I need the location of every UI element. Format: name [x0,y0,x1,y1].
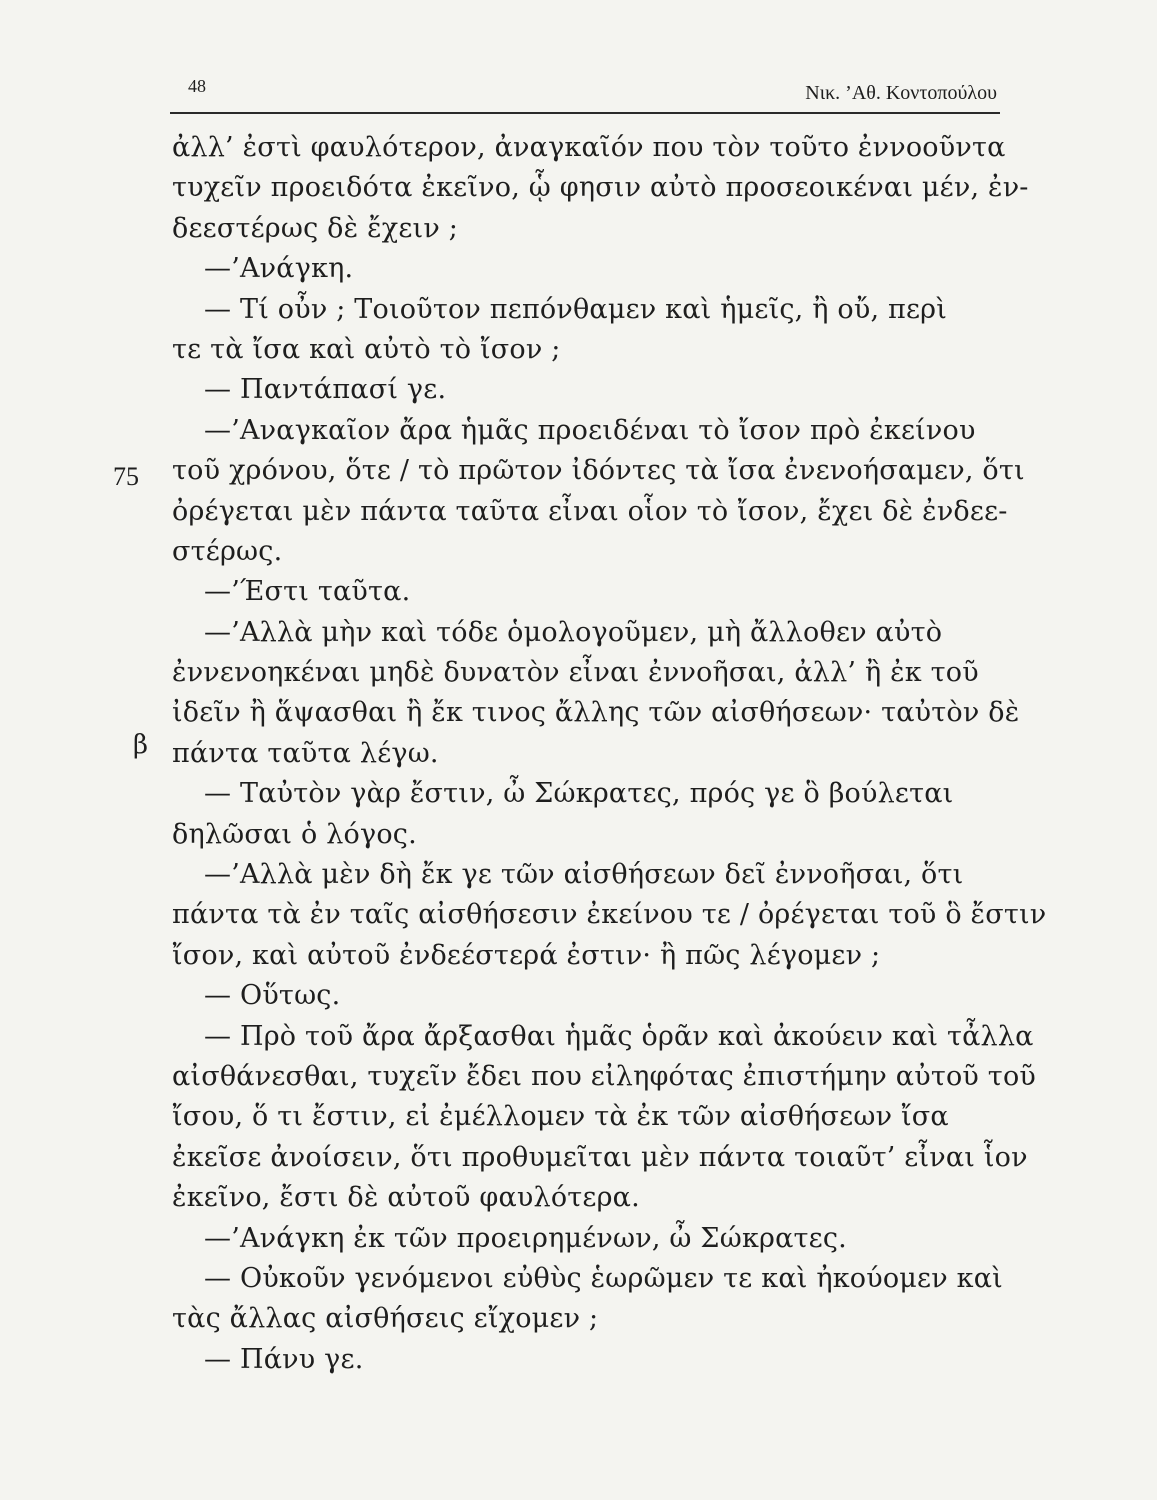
text-line: ἴσον, καὶ αὐτοῦ ἐνδεέστερά ἐστιν· ἢ πῶς λέγομεν ; [172,939,881,971]
dialogue-line: — Πάνυ γε. [204,1343,364,1375]
dialogue-line: —’Αλλὰ μὲν δὴ ἔκ γε τῶν αἰσθήσεων δεῖ ἐννοῆσαι, ὅτι [204,859,964,891]
dialogue-line: — Ταὐτὸν γὰρ ἔστιν, ὦ Σώκρατες, πρός γε ὃ βούλεται [204,778,954,810]
text-line: ἐκεῖνο, ἔστι δὲ αὐτοῦ φαυλότερα. [172,1182,640,1214]
dialogue-line: — Οὐκοῦν γενόμενοι εὐθὺς ἑωρῶμεν τε καὶ ἠκούομεν καὶ [204,1262,1003,1294]
text-line: τὰς ἄλλας αἰσθήσεις εἴχομεν ; [172,1303,599,1335]
text-line: ὀρέγεται μὲν πάντα ταῦτα εἶναι οἷον τὸ ἴσον, ἔχει δὲ ἐνδεε- [172,495,1008,527]
text-line: ἴσου, ὅ τι ἔστιν, εἰ ἐμέλλομεν τὰ ἐκ τῶν αἰσθήσεων ἴσα [172,1101,949,1133]
text-line: ἐννενοηκέναι μηδὲ δυνατὸν εἶναι ἐννοῆσαι, ἀλλ’ ἢ ἐκ τοῦ [172,657,979,689]
text-line: στέρως. [172,535,283,567]
text-line: πάντα ταῦτα λέγω. [172,737,439,769]
text-line: δεεστέρως δὲ ἔχειν ; [172,212,459,244]
text-line: ἰδεῖν ἢ ἅψασθαι ἢ ἔκ τινος ἄλλης τῶν αἰσθήσεων· ταὐτὸν δὲ [172,697,1020,729]
text-line: τε τὰ ἴσα καὶ αὐτὸ τὸ ἴσον ; [172,333,561,365]
dialogue-line: —’Αναγκαῖον ἄρα ἡμᾶς προειδέναι τὸ ἴσον πρὸ ἐκείνου [204,414,976,446]
dialogue-line: — Οὕτως. [204,980,341,1012]
text-line: δηλῶσαι ὁ λόγος. [172,818,417,850]
margin-section-marker: β [133,730,149,760]
text-line: τυχεῖν προειδότα ἐκεῖνο, ᾧ φησιν αὐτὸ προσεοικέναι μέν, ἐν- [172,172,1029,204]
dialogue-line: —’Έστι ταῦτα. [204,576,411,608]
dialogue-line: — Πρὸ τοῦ ἄρα ἄρξασθαι ἡμᾶς ὁρᾶν καὶ ἀκούειν καὶ τἆλλα [204,1020,1034,1052]
text-line: πάντα τὰ ἐν ταῖς αἰσθήσεσιν ἐκείνου τε / ὀρέγεται τοῦ ὃ ἔστιν [172,899,1047,931]
text-line: αἰσθάνεσθαι, τυχεῖν ἔδει που εἰληφότας ἐπιστήμην αὐτοῦ τοῦ [172,1060,1037,1092]
header-rule [170,112,1000,114]
text-line: ἐκεῖσε ἀνοίσειν, ὅτι προθυμεῖται μὲν πάντα τοιαῦτ’ εἶναι ἷον [172,1141,1028,1173]
dialogue-line: —’Αλλὰ μὴν καὶ τόδε ὁμολογοῦμεν, μὴ ἄλλοθεν αὐτὸ [204,616,943,648]
margin-line-number: 75 [113,462,139,491]
dialogue-line: —’Ανάγκη. [204,253,354,285]
text-line: ἀλλ’ ἐστὶ φαυλότερον, ἀναγκαῖόν που τὸν τοῦτο ἐννοοῦντα [172,132,1006,163]
dialogue-line: — Παντάπασί γε. [204,374,447,406]
dialogue-line: —’Ανάγκη ἐκ τῶν προειρημένων, ὦ Σώκρατες. [204,1222,847,1254]
body-text [172,128,1047,1380]
dialogue-line: — Τί οὖν ; Τοιοῦτον πεπόνθαμεν καὶ ἡμεῖς, ἢ οὔ, περὶ [204,293,948,325]
page-number: 48 [188,76,206,96]
running-header-author: Νικ. ’Αθ. Κοντοπούλου [805,82,997,104]
text-line: τοῦ χρόνου, ὅτε / τὸ πρῶτον ἰδόντες τὰ ἴσα ἐνενοήσαμεν, ὅτι [172,455,1025,487]
